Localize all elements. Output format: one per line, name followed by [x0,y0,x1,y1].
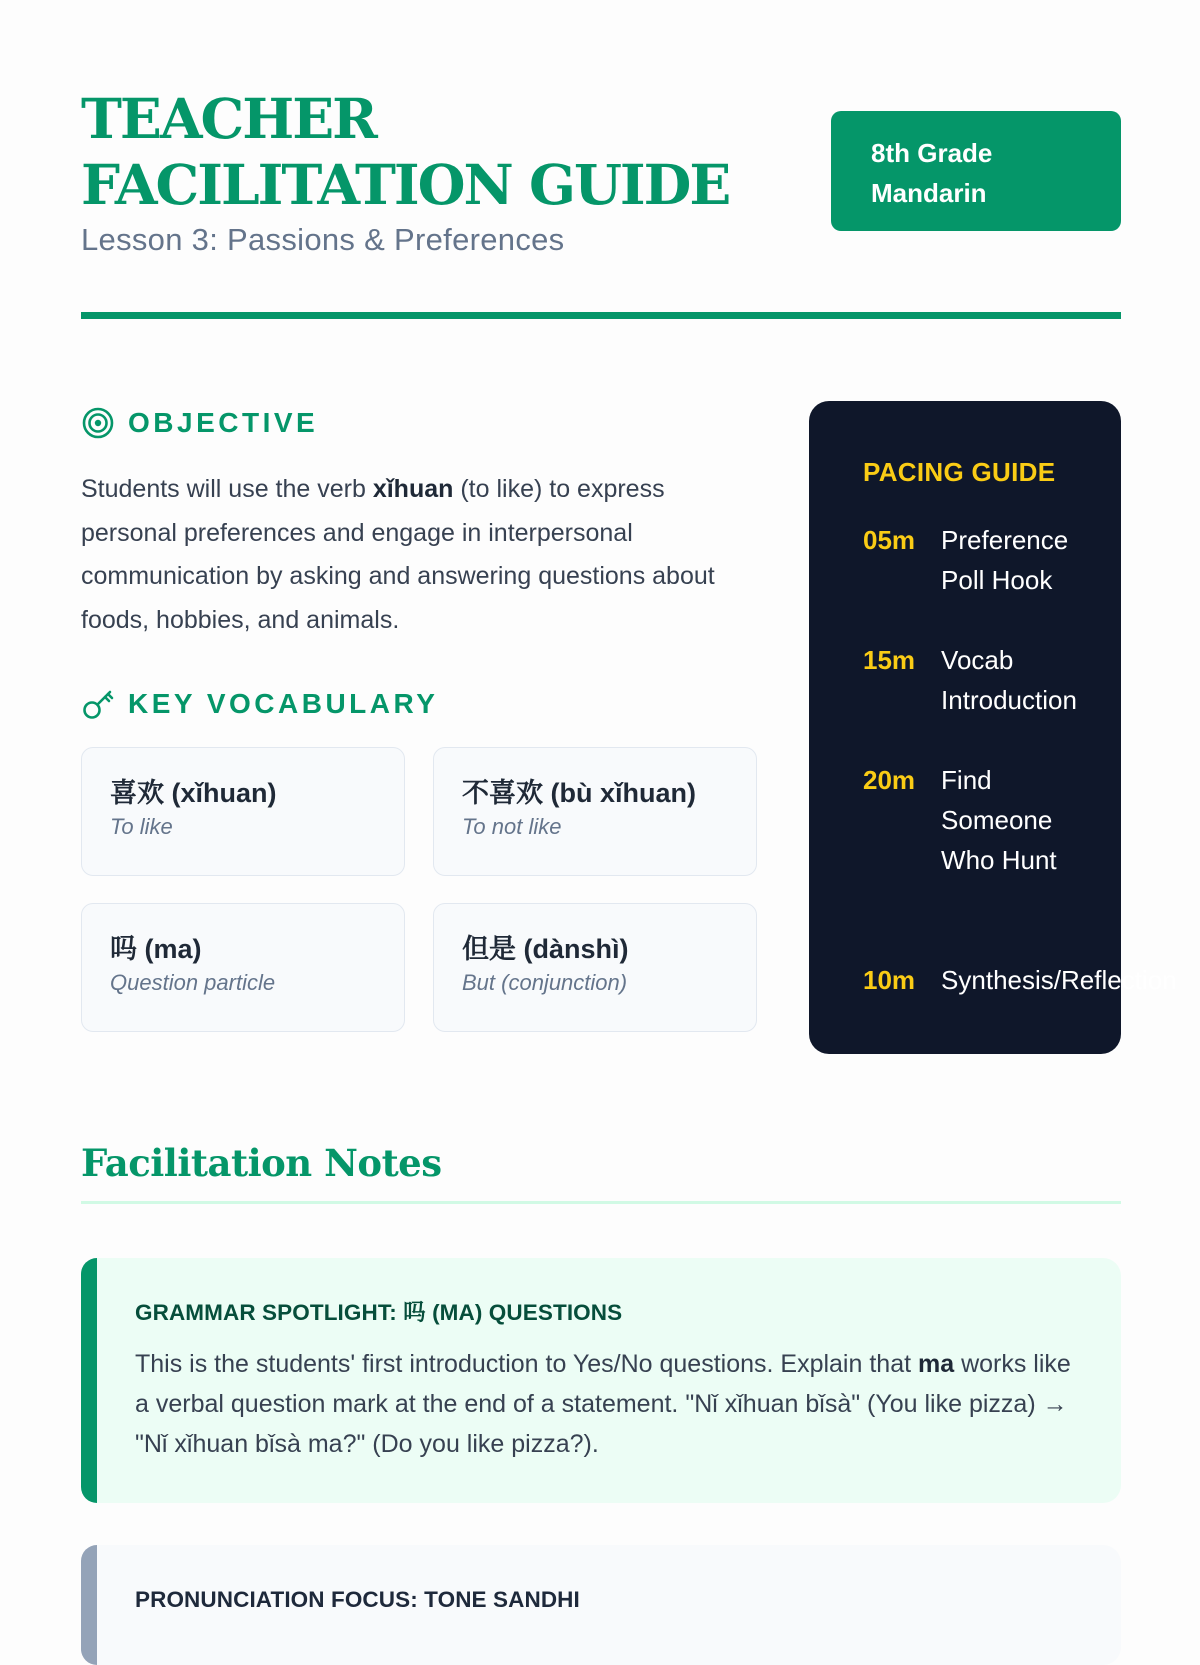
pacing-activity: Vocab Introduction [941,645,1077,715]
header-divider [81,312,1121,319]
vocab-term: 喜欢 (xǐhuan) [110,778,277,808]
callout-body [135,1344,1073,1464]
objective-verb: xǐhuan [372,475,454,503]
pacing-time: 05m [863,525,916,555]
pacing-guide-panel [809,401,1177,1054]
pacing-activity: Preference Poll Hook [941,525,1069,595]
vocab-term: 吗 (ma) [110,934,202,964]
vocab-term: 不喜欢 (bù xǐhuan) [462,778,696,808]
callout-body-start: This is the students' first introduction to Yes/No questions. Explain that [135,1350,918,1378]
callout-accent-bar [81,1545,97,1665]
pronunciation-focus-callout [81,1545,1121,1665]
lesson-subtitle: Lesson 3: Passions & Preferences [81,222,565,257]
objective-text-start: Students will use the verb [81,475,373,503]
pacing-item [863,960,1177,1000]
vocab-card [433,903,757,1032]
key-icon [81,687,115,721]
pacing-time: 15m [863,645,916,675]
grade-badge: 8th Grade Mandarin [831,111,1121,231]
pacing-time: 10m [863,965,916,995]
callout-body-keyword: ma [917,1350,955,1378]
pacing-item [863,640,1101,720]
notes-divider [81,1201,1121,1204]
callout-body-end: works like a verbal question mark at the end of a statement. "Nǐ xǐhuan bǐsà" (You like pizza) → "Nǐ xǐhuan bǐsà ma?" (Do you like pizza?). [135,1350,1071,1458]
vocab-card [81,747,405,876]
vocabulary-grid [81,747,755,1033]
pacing-activity: Synthesis/Reflection [941,965,1177,995]
page-title: TEACHER FACILITATION GUIDE [81,86,730,217]
pacing-time: 20m [863,765,916,795]
facilitation-notes-heading: Facilitation Notes [81,1141,442,1185]
vocab-definition: Question particle [110,970,276,995]
pacing-item [863,760,1081,880]
vocab-term: 但是 (dànshì) [462,934,629,964]
vocab-definition: But (conjunction) [462,970,628,995]
vocabulary-heading-label: KEY VOCABULARY [128,688,439,719]
vocab-card [433,747,757,876]
vocab-definition: To not like [462,814,562,839]
vocabulary-heading [81,686,438,722]
callout-title: PRONUNCIATION FOCUS: TONE SANDHI [135,1587,580,1612]
pacing-item [863,520,1091,600]
callout-accent-bar [81,1258,97,1503]
grammar-spotlight-callout [81,1258,1121,1503]
header [81,86,1121,326]
objective-text [81,468,761,642]
vocab-card [81,903,405,1032]
guide-page [81,0,1177,1612]
objective-heading [81,405,318,441]
vocab-definition: To like [110,814,173,839]
pacing-guide-title: PACING GUIDE [863,457,1056,487]
target-icon [81,406,115,440]
pacing-activity: Find Someone Who Hunt [941,765,1057,875]
callout-title: GRAMMAR SPOTLIGHT: 吗 (MA) QUESTIONS [135,1300,623,1325]
objective-text-end: (to like) to express personal preferences and engage in interpersonal communication by asking and answering questions about foods, hobbies, and animals. [81,475,715,634]
objective-heading-label: OBJECTIVE [128,407,319,438]
